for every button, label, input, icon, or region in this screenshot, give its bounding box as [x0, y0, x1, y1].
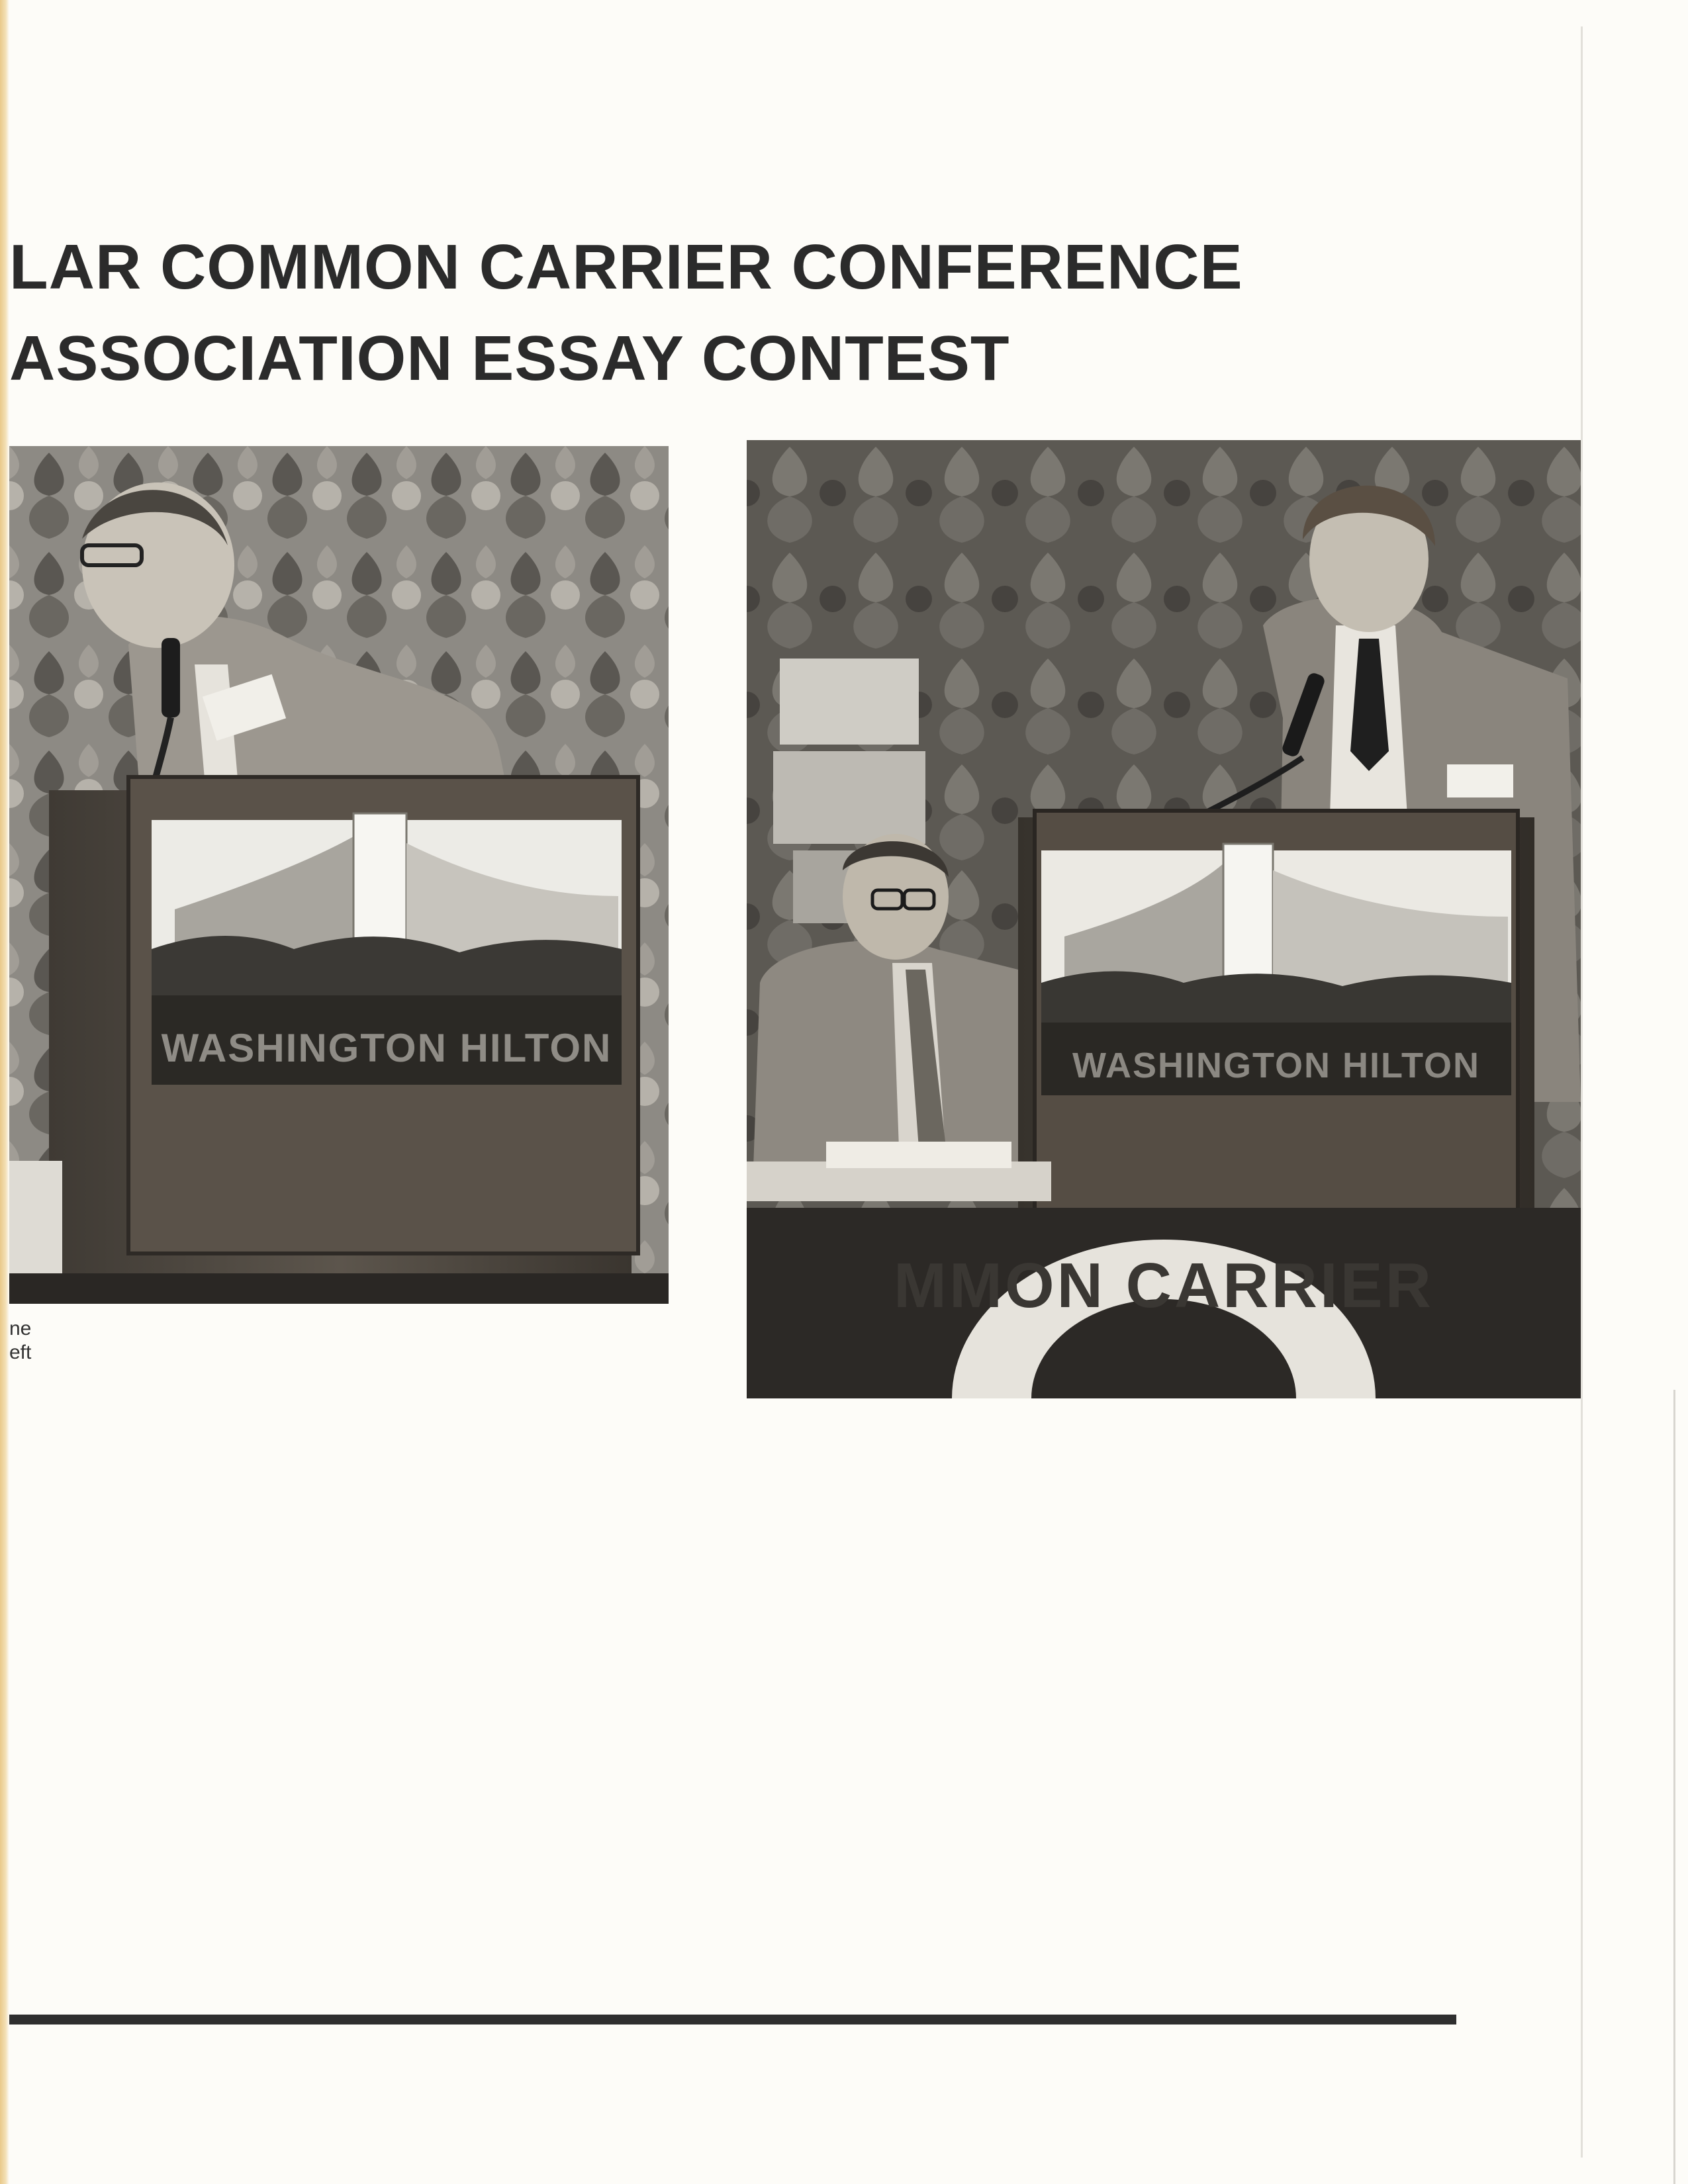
page-edge-left — [0, 0, 9, 2184]
photo-right-speaker-and-seated-man — [747, 440, 1581, 1398]
caption-fragment-line-1: ne — [9, 1318, 32, 1340]
page-edge-right — [1581, 26, 1583, 2158]
headline-line-2: ASSOCIATION ESSAY CONTEST — [9, 323, 1010, 394]
podium-sign-text-left: WASHINGTON HILTON — [161, 1026, 612, 1070]
podium-sign-text-right: WASHINGTON HILTON — [1072, 1046, 1481, 1085]
banner-emblem-text: MMON CARRIER — [894, 1250, 1434, 1321]
caption-fragment-line-2: eft — [9, 1342, 32, 1363]
headline-line-1: LAR COMMON CARRIER CONFERENCE — [9, 232, 1243, 302]
page-edge-far — [1673, 1390, 1675, 2184]
photo-left-speaker-at-podium — [9, 446, 669, 1304]
bottom-rule — [9, 2015, 1456, 2025]
